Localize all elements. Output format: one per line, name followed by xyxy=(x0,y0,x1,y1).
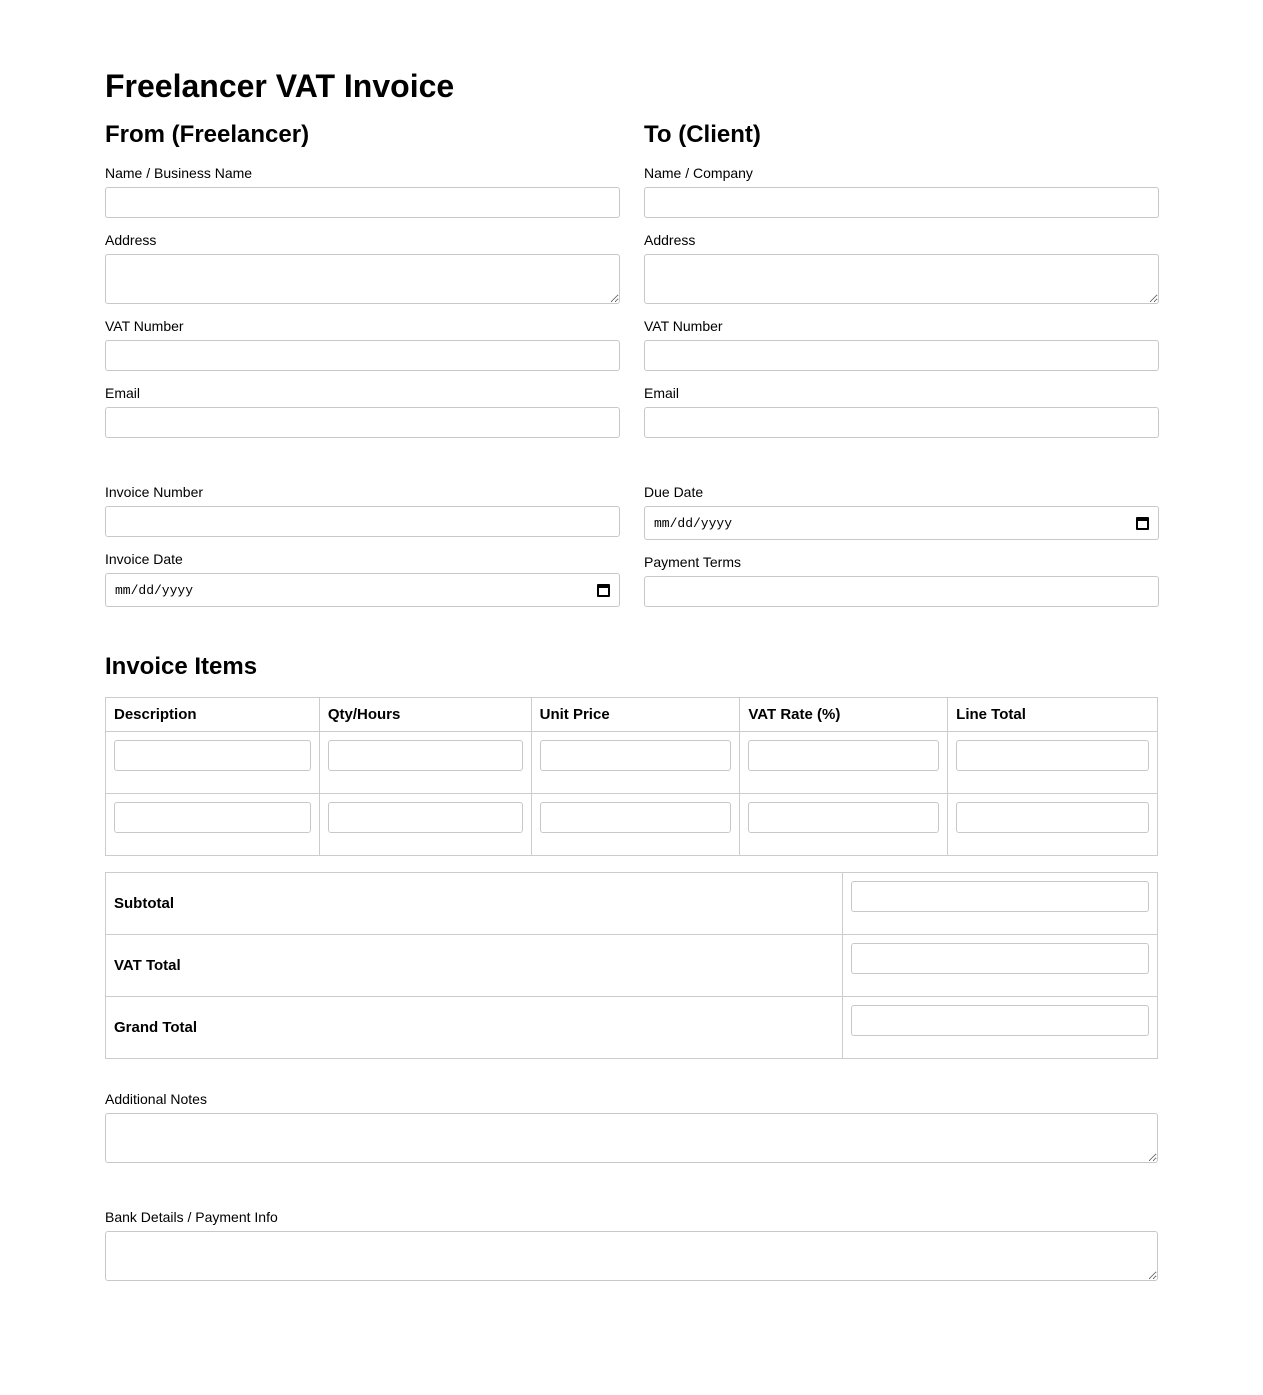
unit-price-input[interactable] xyxy=(540,740,732,771)
invoice-date-label: Invoice Date xyxy=(105,551,183,567)
invoice-date-input[interactable] xyxy=(105,573,620,607)
invoice-number-input[interactable] xyxy=(105,506,620,537)
table-cell xyxy=(319,732,531,794)
table-cell xyxy=(106,794,320,856)
to-email-label: Email xyxy=(644,385,680,401)
payment-terms-label: Payment Terms xyxy=(644,554,741,570)
line-total-input[interactable] xyxy=(956,802,1149,833)
to-name-label: Name / Company xyxy=(644,165,753,181)
grand-total-input[interactable] xyxy=(851,1005,1149,1036)
to-section xyxy=(644,0,1159,620)
from-heading: From (Freelancer) xyxy=(105,121,310,148)
from-address-input[interactable] xyxy=(105,254,620,304)
to-name-input[interactable] xyxy=(644,187,1159,218)
description-input[interactable] xyxy=(114,740,311,771)
vat-total-label: VAT Total xyxy=(106,935,843,997)
table-cell xyxy=(106,732,320,794)
to-vat-label: VAT Number xyxy=(644,318,723,334)
to-email-input[interactable] xyxy=(644,407,1159,438)
items-table xyxy=(105,697,1158,856)
column-header: Description xyxy=(106,698,320,732)
subtotal-cell xyxy=(843,873,1158,935)
column-header: Qty/Hours xyxy=(319,698,531,732)
grand-total-cell xyxy=(843,997,1158,1059)
table-cell xyxy=(740,794,948,856)
qty-input[interactable] xyxy=(328,802,523,833)
table-cell xyxy=(740,732,948,794)
table-cell xyxy=(948,732,1158,794)
vat-rate-input[interactable] xyxy=(748,802,939,833)
due-date-input[interactable] xyxy=(644,506,1159,540)
from-name-label: Name / Business Name xyxy=(105,165,253,181)
grand-total-label: Grand Total xyxy=(106,997,843,1059)
table-cell xyxy=(531,732,740,794)
to-heading: To (Client) xyxy=(644,121,761,148)
bank-input[interactable] xyxy=(105,1231,1158,1281)
from-name-input[interactable] xyxy=(105,187,620,218)
from-section xyxy=(105,0,620,620)
column-header: Line Total xyxy=(948,698,1158,732)
table-cell xyxy=(531,794,740,856)
from-email-label: Email xyxy=(105,385,141,401)
grand-total-row xyxy=(106,997,1158,1059)
notes-label: Additional Notes xyxy=(105,1091,207,1107)
column-header: VAT Rate (%) xyxy=(740,698,948,732)
from-address-label: Address xyxy=(105,232,157,248)
due-date-placeholder: mm/dd/yyyy xyxy=(654,515,733,531)
notes-input[interactable] xyxy=(105,1113,1158,1163)
invoice-number-label: Invoice Number xyxy=(105,484,204,500)
description-input[interactable] xyxy=(114,802,311,833)
to-address-input[interactable] xyxy=(644,254,1159,304)
subtotal-row xyxy=(106,873,1158,935)
invoice-date-placeholder: mm/dd/yyyy xyxy=(115,582,194,598)
vat-total-row xyxy=(106,935,1158,997)
totals-table xyxy=(105,872,1158,1059)
calendar-icon[interactable] xyxy=(1136,517,1149,530)
vat-rate-input[interactable] xyxy=(748,740,939,771)
table-row xyxy=(106,794,1158,856)
items-header-row xyxy=(106,698,1158,732)
to-vat-input[interactable] xyxy=(644,340,1159,371)
to-address-label: Address xyxy=(644,232,696,248)
subtotal-label: Subtotal xyxy=(106,873,843,935)
payment-terms-input[interactable] xyxy=(644,576,1159,607)
due-date-label: Due Date xyxy=(644,484,704,500)
from-vat-label: VAT Number xyxy=(105,318,184,334)
from-email-input[interactable] xyxy=(105,407,620,438)
vat-total-input[interactable] xyxy=(851,943,1149,974)
line-total-input[interactable] xyxy=(956,740,1149,771)
table-cell xyxy=(948,794,1158,856)
bank-label: Bank Details / Payment Info xyxy=(105,1209,278,1225)
table-cell xyxy=(319,794,531,856)
calendar-icon[interactable] xyxy=(597,584,610,597)
vat-total-cell xyxy=(843,935,1158,997)
items-heading: Invoice Items xyxy=(105,653,258,680)
subtotal-input[interactable] xyxy=(851,881,1149,912)
from-vat-input[interactable] xyxy=(105,340,620,371)
column-header: Unit Price xyxy=(531,698,740,732)
page-title: Freelancer VAT Invoice xyxy=(105,68,455,104)
qty-input[interactable] xyxy=(328,740,523,771)
table-row xyxy=(106,732,1158,794)
unit-price-input[interactable] xyxy=(540,802,732,833)
